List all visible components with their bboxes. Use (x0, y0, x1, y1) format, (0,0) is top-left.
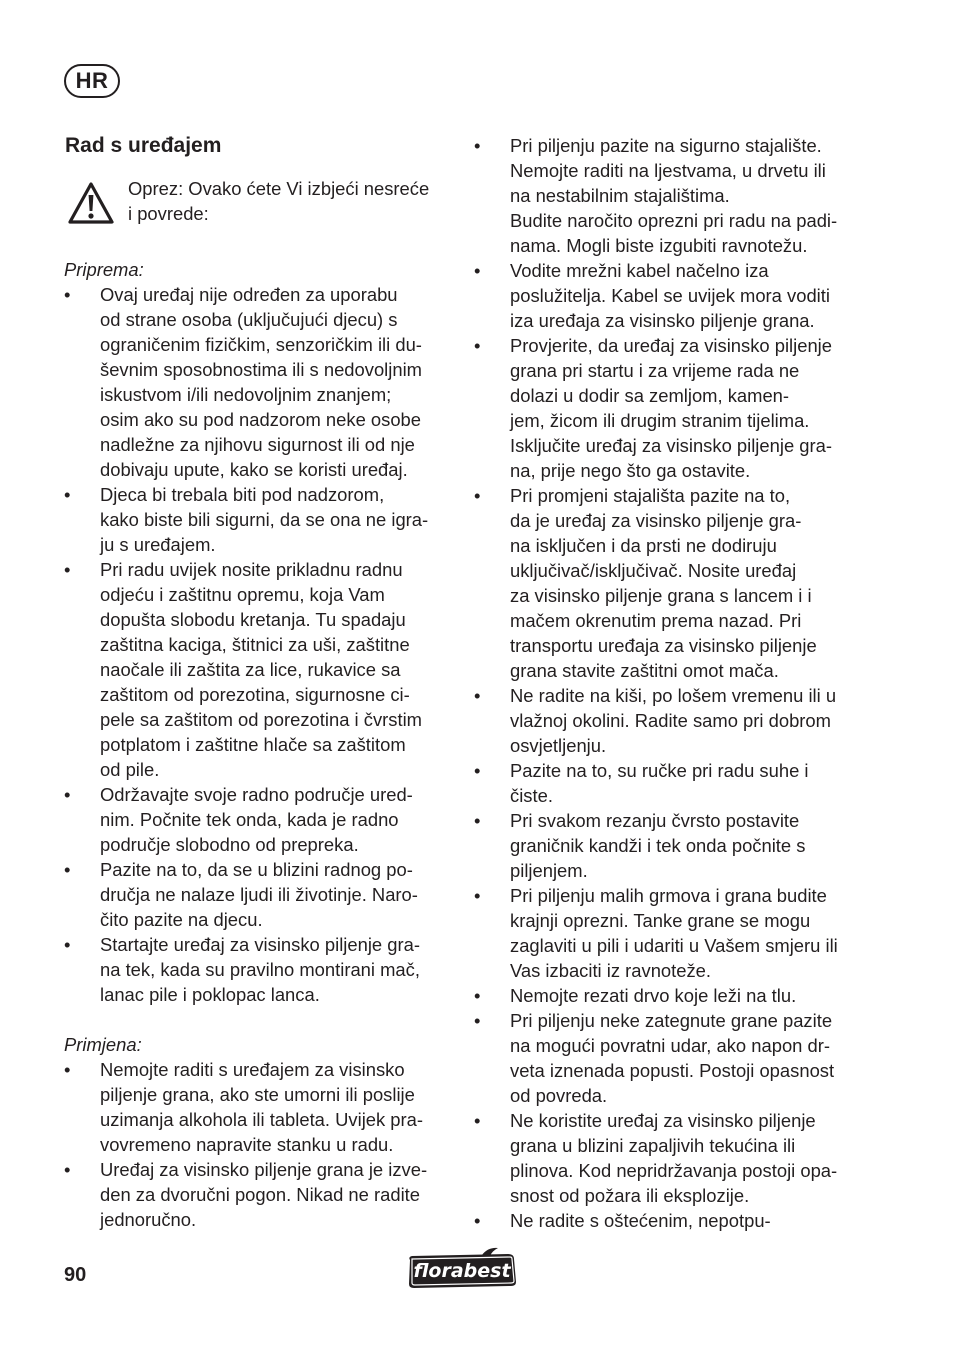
list-item-line: Provjerite, da uređaj za visinsko piljenje (510, 335, 832, 356)
list-item-line: vovremeno napravite stanku u radu. (100, 1134, 394, 1155)
list-item-line: zaštitom od porezotina, sigurnosne ci- (100, 684, 410, 705)
list-item-line: grana stavite zaštitni omot mača. (510, 660, 779, 681)
list-item-line: dopušta slobodu kretanja. Tu spadaju (100, 609, 406, 630)
list-item-line: dručja ne nalaze ljudi ili životinje. Naro- (100, 884, 418, 905)
list-item-line: uključivač/isključivač. Nosite uređaj (510, 560, 797, 581)
list-item-line: lanac pile i poklopac lanca. (100, 984, 320, 1005)
list-item (474, 483, 874, 683)
language-badge (64, 64, 120, 98)
subheading-priprema: Priprema: (64, 259, 144, 280)
list-item-line: dolazi u dodir sa zemljom, kamen- (510, 385, 790, 406)
list-item (64, 932, 454, 1007)
list-item (64, 1057, 454, 1157)
bullet: • (474, 1210, 481, 1231)
list-item-line: veta iznenada popusti. Postoji opasnost (510, 1060, 835, 1081)
list-item-line: naočale ili zaštita za lice, rukavice sa (100, 659, 401, 680)
list-item-line: uzimanja alkohola ili tableta. Uvijek pra- (100, 1109, 424, 1130)
list-item-line: Uređaj za visinsko piljenje grana je izve- (100, 1159, 428, 1180)
subheading-primjena: Primjena: (64, 1034, 142, 1055)
bullet: • (64, 859, 71, 880)
list-item-line: čito pazite na djecu. (100, 909, 263, 930)
list-item-line: od pile. (100, 759, 160, 780)
bullet: • (474, 985, 481, 1006)
section-title: Rad s uređajem (65, 134, 222, 157)
list-item (474, 333, 874, 483)
list-item-line: transportu uređaja za visinsko piljenje (510, 635, 817, 656)
list-item-line: Vas izbaciti iz ravnoteže. (510, 960, 712, 981)
bullet: • (64, 284, 71, 305)
list-item-line: snost od požara ili eksplozije. (510, 1185, 750, 1206)
list-item-line: Isključite uređaj za visinsko piljenje gra- (510, 435, 832, 456)
list-item-line: Pri promjeni stajališta pazite na to, (510, 485, 791, 506)
list-item-line: potplatom i zaštitne hlače sa zaštitom (100, 734, 406, 755)
list-item-line: Ne koristite uređaj za visinsko piljenje (510, 1110, 816, 1131)
list-item-line: na nestabilnim stajalištima. (510, 185, 730, 206)
list-item-line: Budite naročito oprezni pri radu na padi- (510, 210, 838, 231)
list-item (474, 1108, 874, 1208)
list-item-line: od strane osoba (uključujući djecu) s (100, 309, 398, 330)
list-item-line: Djeca bi trebala biti pod nadzorom, (100, 484, 385, 505)
bullet: • (474, 685, 481, 706)
list-item-line: graničnik kandži i tek onda počnite s (510, 835, 806, 856)
list-item-line: na mogući povratni udar, ako napon dr- (510, 1035, 830, 1056)
list-item-line: jem, žicom ili drugim stranim tijelima. (510, 410, 810, 431)
list-item-line: Vodite mrežni kabel načelno iza (510, 260, 769, 281)
list-item-line: kako biste bili sigurni, da se ona ne igra- (100, 509, 429, 530)
list-item (64, 482, 454, 557)
list-item-line: jednoručno. (100, 1209, 197, 1230)
warning-text: Oprez: Ovako ćete Vi izbjeći nesreće i povrede: (128, 178, 430, 224)
list-item-line: grana pri startu i za vrijeme rada ne (510, 360, 800, 381)
list-item-line: na, prije nego što ga ostavite. (510, 460, 751, 481)
bullet: • (64, 784, 71, 805)
list-item (64, 857, 454, 932)
left-column (64, 133, 454, 1232)
bullet: • (474, 485, 481, 506)
list-item-line: odjeću i zaštitnu opremu, koja Vam (100, 584, 385, 605)
bullet: • (474, 335, 481, 356)
list-item-line: piljenje grana, ako ste umorni ili poslije (100, 1084, 415, 1105)
list-item-line: čiste. (510, 785, 553, 806)
primjena-list (64, 1057, 454, 1232)
list-item-line: nadležne za njihovu sigurnost ili od nje (100, 434, 415, 455)
list-item-line: ju s uređajem. (100, 534, 216, 555)
list-item (474, 808, 874, 883)
list-item-line: Startajte uređaj za visinsko piljenje gra- (100, 934, 420, 955)
list-item-line: den za dvoručni pogon. Nikad ne radite (100, 1184, 421, 1205)
list-item-line: Nemojte rezati drvo koje leži na tlu. (510, 985, 797, 1006)
warning-block (64, 177, 454, 233)
list-item-line: dobivaju upute, kako se koristi uređaj. (100, 459, 408, 480)
list-item (474, 258, 874, 333)
bullet: • (474, 885, 481, 906)
list-item-line: na tek, kada su pravilno montirani mač, (100, 959, 420, 980)
list-item-line: Ne radite s oštećenim, nepotpu- (510, 1210, 771, 1231)
safety-list (474, 133, 874, 1233)
list-item-line: krajnji oprezni. Tanke grane se mogu (510, 910, 811, 931)
list-item (64, 282, 454, 482)
list-item (474, 683, 874, 758)
list-item (474, 133, 874, 258)
language-code: HR (75, 68, 109, 93)
list-item-line: nim. Počnite tek onda, kada je radno (100, 809, 399, 830)
page-number: 90 (64, 1264, 87, 1286)
bullet: • (474, 1110, 481, 1131)
list-item-line: grana u blizini zapaljivih tekućina ili (510, 1135, 796, 1156)
svg-text:florabest: florabest (413, 1260, 511, 1282)
list-item-line: poslužitelja. Kabel se uvijek mora voditi (510, 285, 830, 306)
list-item (474, 1208, 874, 1233)
bullet: • (64, 484, 71, 505)
list-item-line: ograničenim fizičkim, senzoričkim ili du- (100, 334, 422, 355)
list-item-line: od povreda. (510, 1085, 608, 1106)
list-item (474, 758, 874, 808)
list-item (64, 1157, 454, 1232)
list-item (474, 1008, 874, 1108)
right-column (474, 133, 874, 1233)
list-item (64, 557, 454, 782)
list-item-line: vlažnoj okolini. Radite samo pri dobrom (510, 710, 831, 731)
list-item (474, 883, 874, 983)
bullet: • (474, 1010, 481, 1031)
bullet: • (474, 810, 481, 831)
list-item-line: područje slobodno od prepreka. (100, 834, 359, 855)
list-item (474, 983, 874, 1008)
list-item-line: nama. Mogli biste izgubiti ravnotežu. (510, 235, 808, 256)
bullet: • (64, 934, 71, 955)
list-item-line: Održavajte svoje radno područje ured- (100, 784, 413, 805)
list-item-line: Pri svakom rezanju čvrsto postavite (510, 810, 800, 831)
list-item-line: da je uređaj za visinsko piljenje gra- (510, 510, 802, 531)
bullet: • (474, 760, 481, 781)
bullet: • (64, 559, 71, 580)
list-item-line: Nemojte raditi s uređajem za visinsko (100, 1059, 405, 1080)
bullet: • (474, 260, 481, 281)
bullet: • (474, 135, 481, 156)
list-item-line: iza uređaja za visinsko piljenje grana. (510, 310, 815, 331)
list-item-line: Ne radite na kiši, po lošem vremenu ili u (510, 685, 837, 706)
list-item-line: Pri piljenju pazite na sigurno stajalište. (510, 135, 822, 156)
list-item-line: iskustvom i/ili nedovoljnim znanjem; (100, 384, 392, 405)
priprema-list (64, 282, 454, 1007)
bullet: • (64, 1059, 71, 1080)
list-item-line: zaglaviti u pili i udariti u Vašem smjeru ili (510, 935, 838, 956)
bullet: • (64, 1159, 71, 1180)
florabest-logo (404, 1246, 520, 1290)
list-item-line: Pazite na to, da se u blizini radnog po- (100, 859, 413, 880)
list-item-line: piljenjem. (510, 860, 588, 881)
list-item (64, 782, 454, 857)
warning-triangle-icon (67, 181, 115, 225)
list-item-line: Nemojte raditi na ljestvama, u drvetu ili (510, 160, 826, 181)
list-item-line: pele sa zaštitom od porezotina i čvrstim (100, 709, 422, 730)
list-item-line: na isključen i da prsti ne dodiruju (510, 535, 777, 556)
list-item-line: Pazite na to, su ručke pri radu suhe i (510, 760, 809, 781)
list-item-line: Ovaj uređaj nije određen za uporabu (100, 284, 398, 305)
list-item-line: za visinsko piljenje grana s lancem i i (510, 585, 812, 606)
list-item-line: Pri piljenju neke zategnute grane pazite (510, 1010, 833, 1031)
list-item-line: zaštitna kaciga, štitnici za uši, zaštitne (100, 634, 410, 655)
list-item-line: plinova. Kod nepridržavanja postoji opa- (510, 1160, 838, 1181)
list-item-line: mačem okrenutim prema nazad. Pri (510, 610, 802, 631)
list-item-line: Pri piljenju malih grmova i grana budite (510, 885, 827, 906)
list-item-line: Pri radu uvijek nosite prikladnu radnu (100, 559, 403, 580)
list-item-line: ševnim sposobnostima ili s nedovoljnim (100, 359, 422, 380)
list-item-line: osim ako su pod nadzorom neke osobe (100, 409, 422, 430)
list-item-line: osvjetljenju. (510, 735, 607, 756)
